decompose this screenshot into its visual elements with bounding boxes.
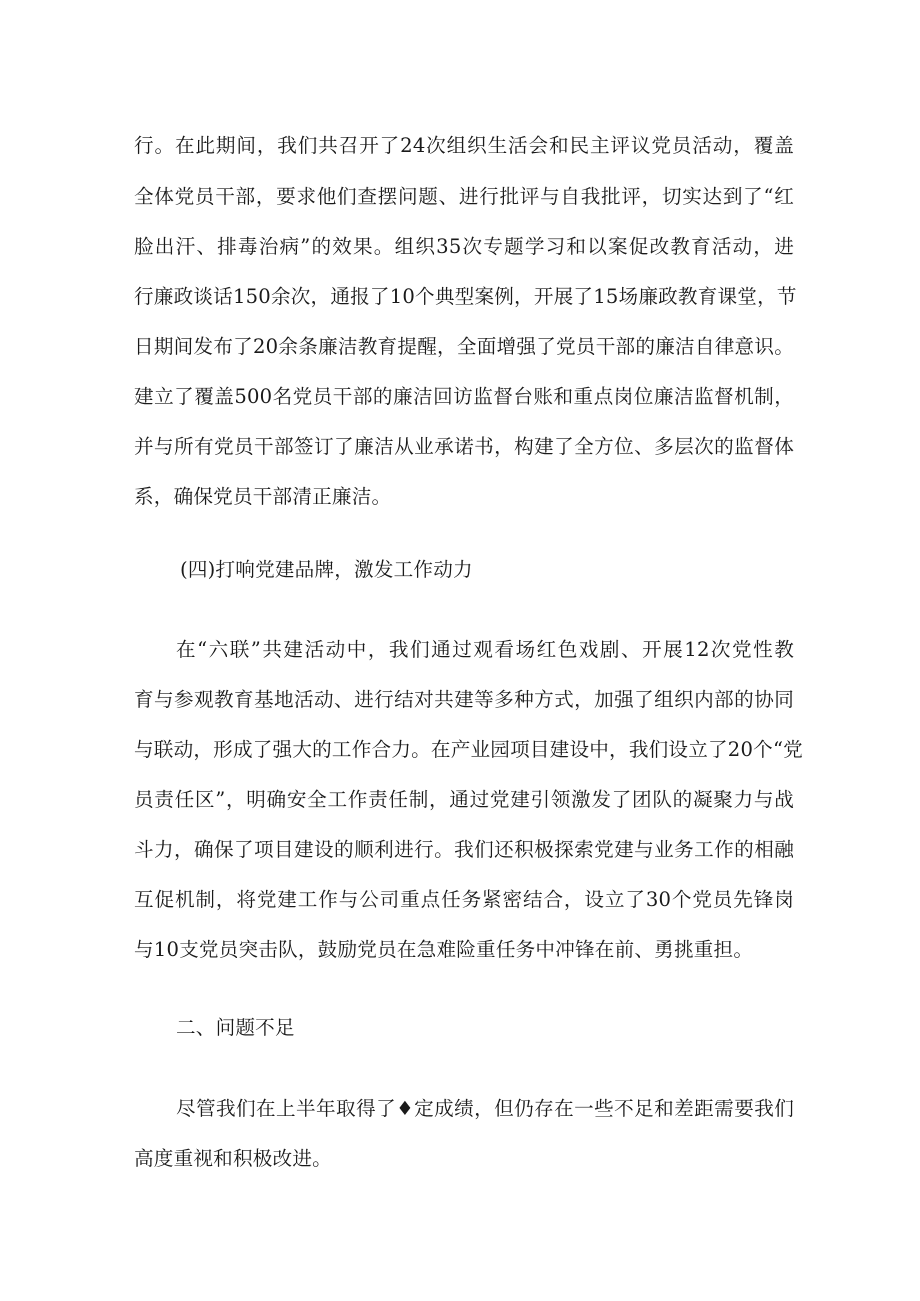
paragraph-1-line: 全体党员干部，要求他们查摆问题、进行批评与自我批评，切实达到了“红 [134, 185, 794, 208]
paragraph-1-line: 行。在此期间，我们共召开了24次组织生活会和民主评议党员活动，覆盖 [134, 134, 794, 157]
paragraph-1-line: 并与所有党员干部签订了廉洁从业承诺书，构建了全方位、多层次的监督体 [134, 435, 794, 458]
section-heading-2: 二、问题不足 [176, 1016, 295, 1039]
paragraph-2-line: 与10支党员突击队，鼓励党员在急难险重任务中冲锋在前、勇挑重担。 [134, 938, 754, 961]
paragraph-3-line: 尽管我们在上半年取得了♦定成绩，但仍存在一些不足和差距需要我们 [176, 1097, 794, 1120]
paragraph-1-line: 建立了覆盖500名党员干部的廉洁回访监督台账和重点岗位廉洁监督机制， [134, 385, 794, 408]
paragraph-1-line: 行廉政谈话150余次，通报了10个典型案例，开展了15场廉政教育课堂，节 [134, 285, 797, 308]
paragraph-1-line: 脸出汗、排毒治病”的效果。组织35次专题学习和以案促改教育活动，进 [134, 235, 794, 258]
paragraph-2-line: 互促机制，将党建工作与公司重点任务紧密结合，设立了30个党员先锋岗 [134, 888, 794, 911]
paragraph-2-line: 员责任区”，明确安全工作责任制，通过党建引领激发了团队的凝聚力与战 [134, 788, 794, 811]
paragraph-3-line: 高度重视和积极改进。 [134, 1147, 332, 1170]
paragraph-2-line: 与联动，形成了强大的工作合力。在产业园项目建设中，我们设立了20个“党 [134, 738, 803, 761]
paragraph-1-line: 系，确保党员干部清正廉洁。 [134, 485, 392, 508]
paragraph-1-line: 日期间发布了20余条廉洁教育提醒，全面增强了党员干部的廉洁自律意识。 [134, 335, 794, 358]
paragraph-2-line: 育与参观教育基地活动、进行结对共建等多种方式，加强了组织内部的协同 [134, 688, 794, 711]
paragraph-2-line: 斗力，确保了项目建设的顺利进行。我们还积极探索党建与业务工作的相融 [134, 838, 794, 861]
section-heading-4: (四)打响党建品牌，激发工作动力 [180, 558, 473, 581]
paragraph-2-line: 在“六联”共建活动中，我们通过观看场红色戏剧、开展12次党性教 [176, 638, 794, 661]
